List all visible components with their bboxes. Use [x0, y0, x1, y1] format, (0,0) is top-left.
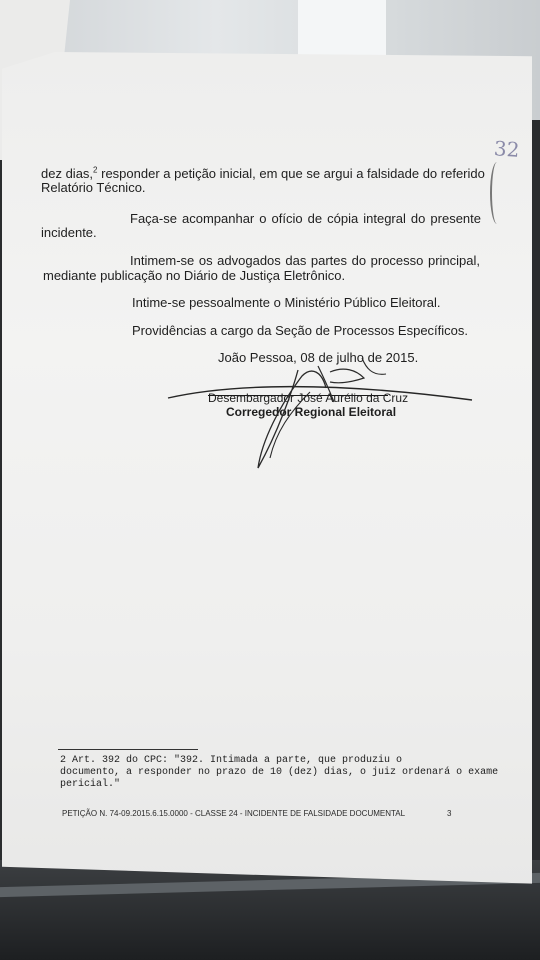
handwritten-page-number: 32 [493, 136, 521, 162]
footnote-line-3: pericial." [60, 779, 121, 790]
footnote-line-1: 2 Art. 392 do CPC: "392. Intimada a parte, que produziu o [60, 755, 403, 766]
paragraph-attach-line-1: Faça-se acompanhar o ofício de cópia integral do presente [130, 211, 481, 226]
paragraph-lawyers-line-2: mediante publicação no Diário de Justiça Eletrônico. [43, 268, 346, 283]
paragraph-lawyers-line-1: Intimem-se os advogados das partes do processo principal, [130, 253, 480, 268]
handwritten-bracket [490, 162, 504, 224]
footnote-line-2: documento, a responder no prazo de 10 (dez) dias, o juiz ordenará o exame [60, 767, 499, 778]
footnote-rule [58, 749, 198, 750]
paragraph-ministry: Intime-se pessoalmente o Ministério Público Eleitoral. [132, 295, 441, 310]
footer-page-number: 3 [447, 809, 452, 818]
paragraph-attach-line-2: incidente. [41, 225, 97, 240]
ceiling-light [298, 0, 386, 55]
footnote-marker: 2 [93, 165, 98, 175]
signer-title: Corregedor Regional Eleitoral [226, 405, 397, 419]
footer-reference: PETIÇÃO N. 74-09.2015.6.15.0000 - CLASSE 24 - INCIDENTE DE FALSIDADE DOCUMENTAL [62, 809, 406, 818]
signer-name: Desembargador José Aurélio da Cruz [208, 391, 409, 405]
body-line-2: Relatório Técnico. [41, 180, 146, 195]
place-date: João Pessoa, 08 de julho de 2015. [218, 350, 419, 365]
paragraph-providences: Providências a cargo da Seção de Processos Específicos. [132, 323, 469, 338]
body-line-1: dez dias,$^2$ responder a petição inicial, em que se argui a falsidade do referido [41, 165, 485, 181]
